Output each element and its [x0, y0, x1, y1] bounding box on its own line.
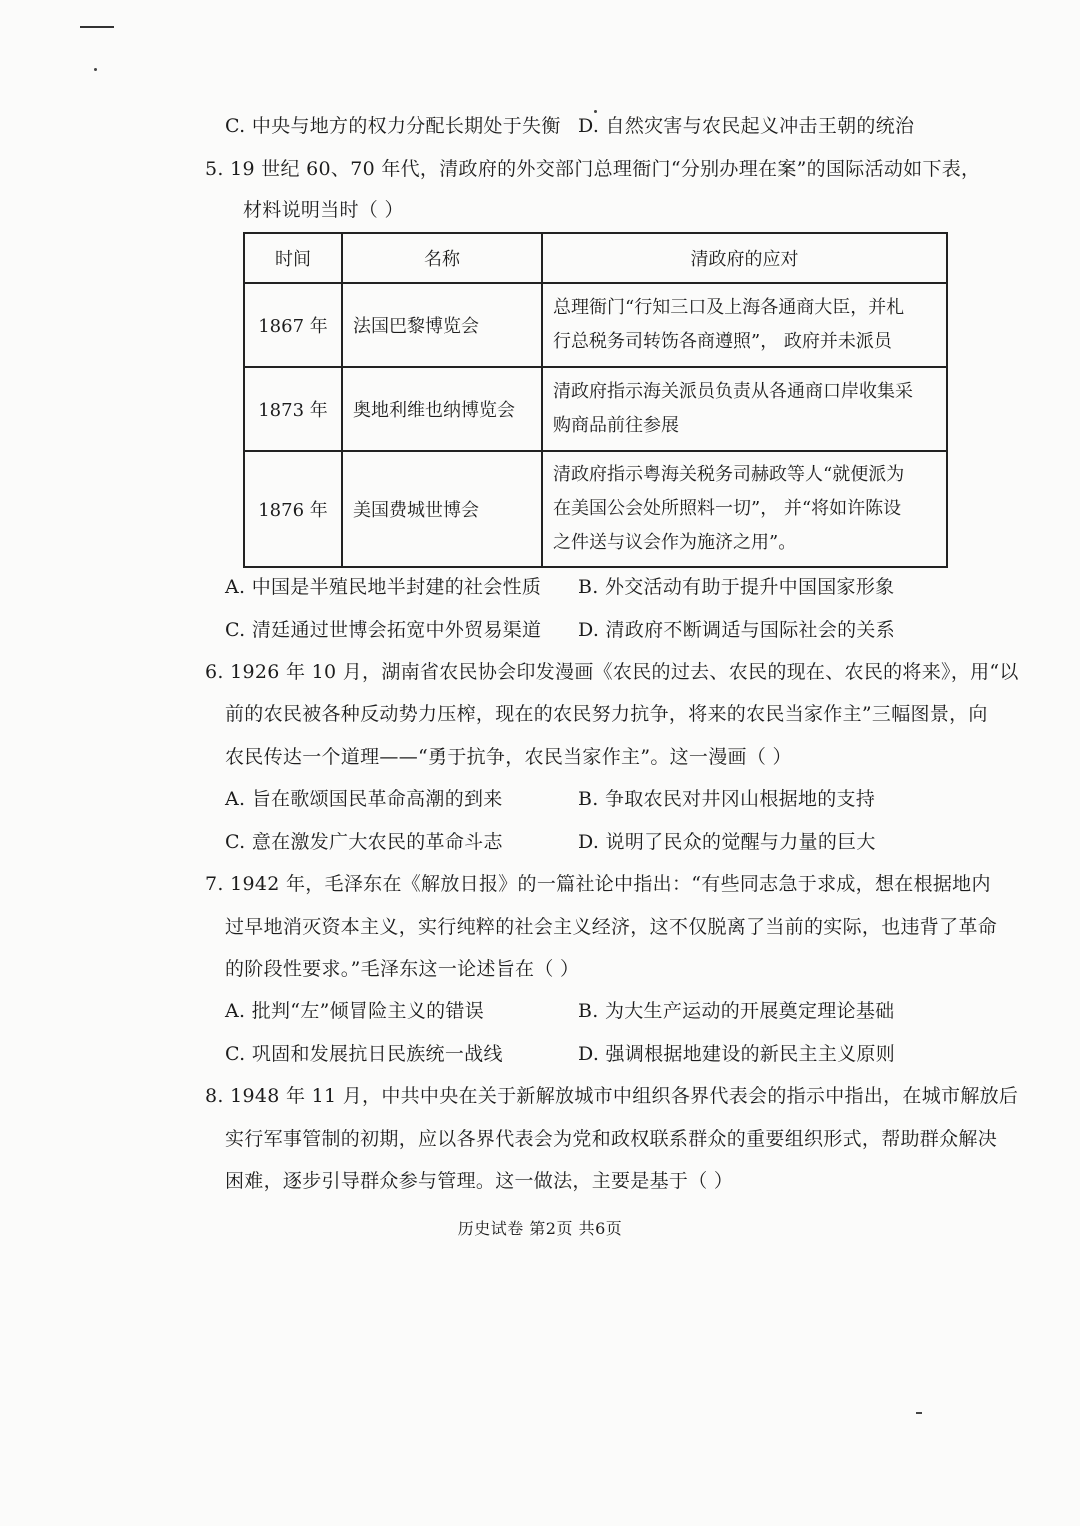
- table-row: [244, 283, 947, 367]
- q6-option-c: C. 意在激发广大农民的革命斗志: [225, 831, 503, 853]
- q8-stem-line1: 8. 1948 年 11 月，中共中央在关于新解放城市中组织各界代表会的指示中指出，在城市解放后: [205, 1085, 1019, 1107]
- q5-stem-line2: 材料说明当时（ ）: [243, 199, 404, 221]
- table-cell-response: [542, 283, 947, 367]
- q8-stem-line3: 困难，逐步引导群众参与管理。这一做法，主要是基于（ ）: [225, 1170, 734, 1192]
- q5-option-a: A. 中国是半殖民地半封建的社会性质: [225, 576, 542, 598]
- q7-stem-line1: 7. 1942 年，毛泽东在《解放日报》的一篇社论中指出：“有些同志急于求成，想在根据地内: [205, 873, 991, 895]
- q5-table: [243, 232, 948, 568]
- response-line: 购商品前往参展: [553, 415, 679, 436]
- page-footer: 历史试卷 第2页 共6页: [457, 1219, 623, 1238]
- q7-option-c: C. 巩固和发展抗日民族统一战线: [225, 1043, 503, 1065]
- scan-speck: [94, 68, 97, 71]
- corner-mark: [80, 26, 114, 28]
- q6-option-a: A. 旨在歌颂国民革命高潮的到来: [225, 788, 503, 810]
- scan-speck: [916, 1412, 922, 1414]
- table-cell-response: [542, 451, 947, 567]
- table-cell-year: 1867 年: [244, 283, 342, 367]
- table-header-cell: 时间: [244, 233, 342, 283]
- q7-stem-line2: 过早地消灭资本主义，实行纯粹的社会主义经济，这不仅脱离了当前的实际，也违背了革命: [225, 916, 998, 938]
- q6-option-b: B. 争取农民对井冈山根据地的支持: [578, 788, 876, 810]
- q5-option-d: D. 清政府不断调适与国际社会的关系: [578, 619, 896, 641]
- q7-stem-line3: 的阶段性要求。”毛泽东这一论述旨在（ ）: [225, 958, 580, 980]
- response-line: 之件送与议会作为施济之用”。: [553, 532, 797, 553]
- q5-stem-line1: 5. 19 世纪 60、70 年代，清政府的外交部门总理衙门“分别办理在案”的国际活动如下表，: [205, 158, 981, 180]
- table-row: [244, 451, 947, 567]
- response-line: 清政府指示海关派员负责从各通商口岸收集采: [553, 381, 913, 402]
- q5-option-c: C. 清廷通过世博会拓宽中外贸易渠道: [225, 619, 542, 641]
- response-line: 总理衙门“行知三口及上海各通商大臣，并札: [553, 297, 905, 318]
- table-header-row: [244, 233, 947, 283]
- q6-stem-line3: 农民传达一个道理——“勇于抗争，农民当家作主”。这一漫画（ ）: [225, 746, 792, 768]
- table-row: [244, 367, 947, 451]
- q6-stem-line2: 前的农民被各种反动势力压榨，现在的农民努力抗争，将来的农民当家作主”三幅图景，向: [225, 703, 988, 725]
- q7-option-b: B. 为大生产运动的开展奠定理论基础: [578, 1000, 895, 1022]
- response-line: 清政府指示粤海关税务司赫政等人“就便派为: [553, 464, 905, 485]
- response-line: 在美国公会处所照料一切”， 并“将如许陈设: [553, 498, 902, 519]
- q8-stem-line2: 实行军事管制的初期，应以各界代表会为党和政权联系群众的重要组织形式，帮助群众解决: [225, 1128, 998, 1150]
- q4-option-c: C. 中央与地方的权力分配长期处于失衡: [225, 115, 561, 137]
- q6-option-d: D. 说明了民众的觉醒与力量的巨大: [578, 831, 876, 853]
- q7-option-d: D. 强调根据地建设的新民主主义原则: [578, 1043, 896, 1065]
- q4-option-d: D. 自然灾害与农民起义冲击王朝的统治: [578, 115, 915, 137]
- table-cell-name: 法国巴黎博览会: [342, 283, 542, 367]
- table-header-cell: 清政府的应对: [542, 233, 947, 283]
- table-cell-name: 美国费城世博会: [342, 451, 542, 567]
- table-cell-year: 1876 年: [244, 451, 342, 567]
- table-header-cell: 名称: [342, 233, 542, 283]
- q7-option-a: A. 批判“左”倾冒险主义的错误: [225, 1000, 485, 1022]
- table-cell-name: 奥地利维也纳博览会: [342, 367, 542, 451]
- response-line: 行总税务司转饬各商遵照”， 政府并未派员: [553, 331, 892, 352]
- q5-option-b: B. 外交活动有助于提升中国国家形象: [578, 576, 895, 598]
- q6-stem-line1: 6. 1926 年 10 月，湖南省农民协会印发漫画《农民的过去、农民的现在、农民的将来》，用“以: [205, 661, 1019, 683]
- table-cell-year: 1873 年: [244, 367, 342, 451]
- table-cell-response: [542, 367, 947, 451]
